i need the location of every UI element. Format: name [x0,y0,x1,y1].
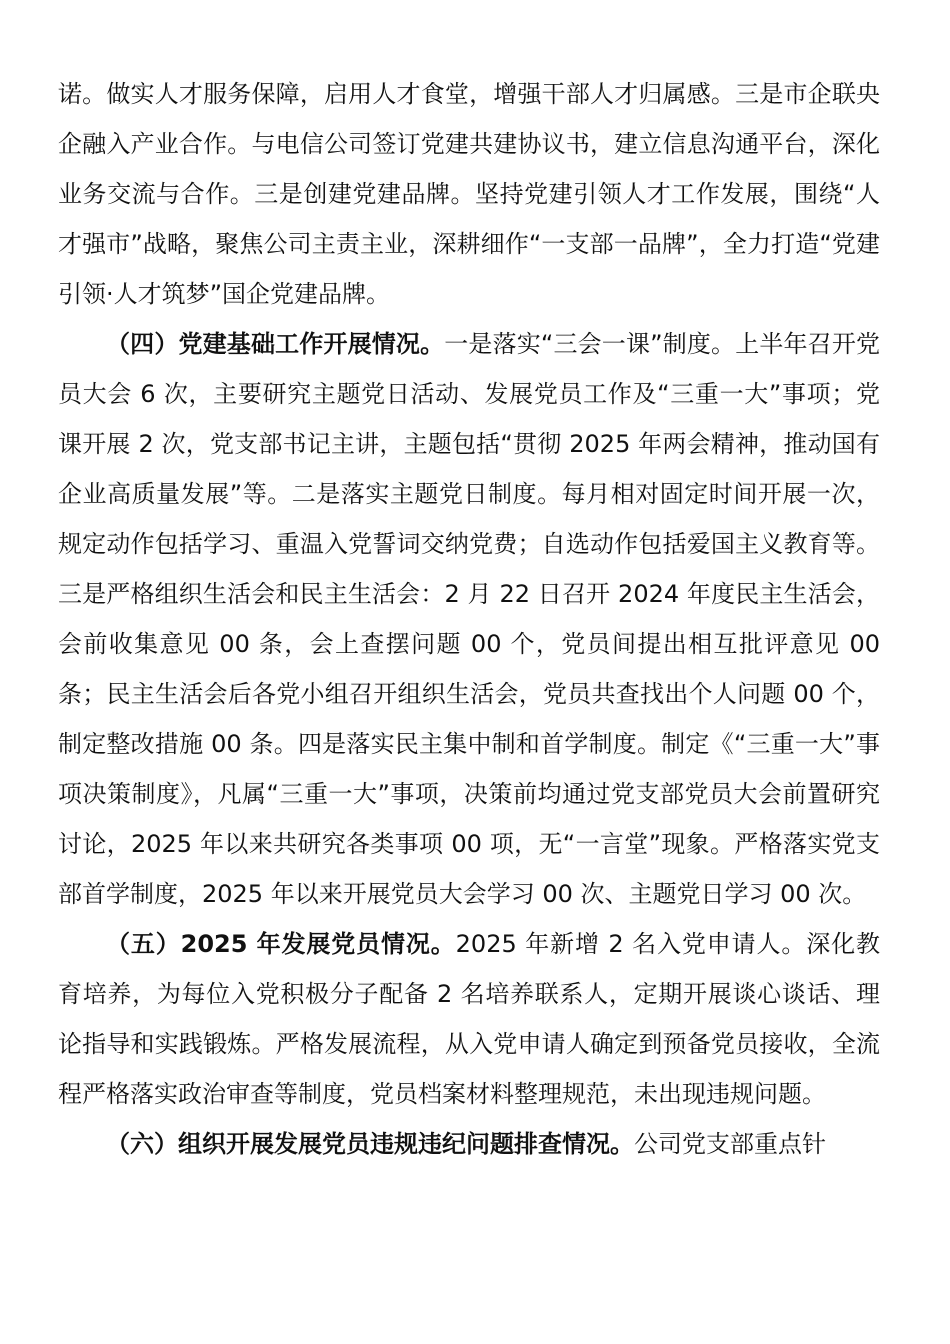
paragraph-body: 诺。做实人才服务保障，启用人才食堂，增强干部人才归属感。三是市企联央企融入产业合作。与电信公司签订党建共建协议书，建立信息沟通平台，深化业务交流与合作。三是创建党建品牌。坚持党建引领人才工作发展，围绕“人才强市”战略，聚焦公司主责主业，深耕细作“一支部一品牌”，全力打造“党建引领·人才筑梦”国企党建品牌。 [58,80,880,308]
paragraph-body: 2025 年新增 2 名入党申请人。深化教育培养，为每位入党积极分子配备 2 名培养联系人，定期开展谈心谈话、理论指导和实践锻炼。严格发展流程，从入党申请人确定到预备党员接收，全流程严格落实政治审查等制度，党员档案材料整理规范，未出现违规问题。 [58,930,881,1108]
paragraph-section-6 [58,1119,880,1169]
section-heading: （六）组织开展发展党员违规违纪问题排查情况。 [106,1130,634,1158]
section-heading: （四）党建基础工作开展情况。 [106,330,445,358]
paragraph-body: 一是落实“三会一课”制度。上半年召开党员大会 6 次，主要研究主题党日活动、发展党员工作及“三重一大”事项；党课开展 2 次，党支部书记主讲，主题包括“贯彻 2025 年两会精神，推动国有企业高质量发展”等。二是落实主题党日制度。每月相对固定时间开展一次，规定动作包括学习、重温入党誓词交纳党费；自选动作包括爱国主义教育等。三是严格组织生活会和民主生活会：2 月 22 日召开 2024 年度民主生活会，会前收集意见 00 条，会上查摆问题 00 个，党员间提出相互批评意见 00 条；民主生活会后各党小组召开组织生活会，党员共查找出个人问题 00 个，制定整改措施 00 条。四是落实民主集中制和首学制度。制定《“三重一大”事项决策制度》，凡属“三重一大”事项，决策前均通过党支部党员大会前置研究讨论，2025 年以来共研究各类事项 00 项，无“一言堂”现象。严格落实党支部首学制度，2025 年以来开展党员大会学习 00 次、主题党日学习 00 次。 [58,330,880,908]
paragraph-section-4 [58,319,880,919]
section-heading: （五）2025 年发展党员情况。 [106,930,456,958]
paragraph-body: 公司党支部重点针 [634,1130,826,1158]
paragraph-continuation [58,69,880,319]
paragraph-section-5 [58,919,880,1119]
